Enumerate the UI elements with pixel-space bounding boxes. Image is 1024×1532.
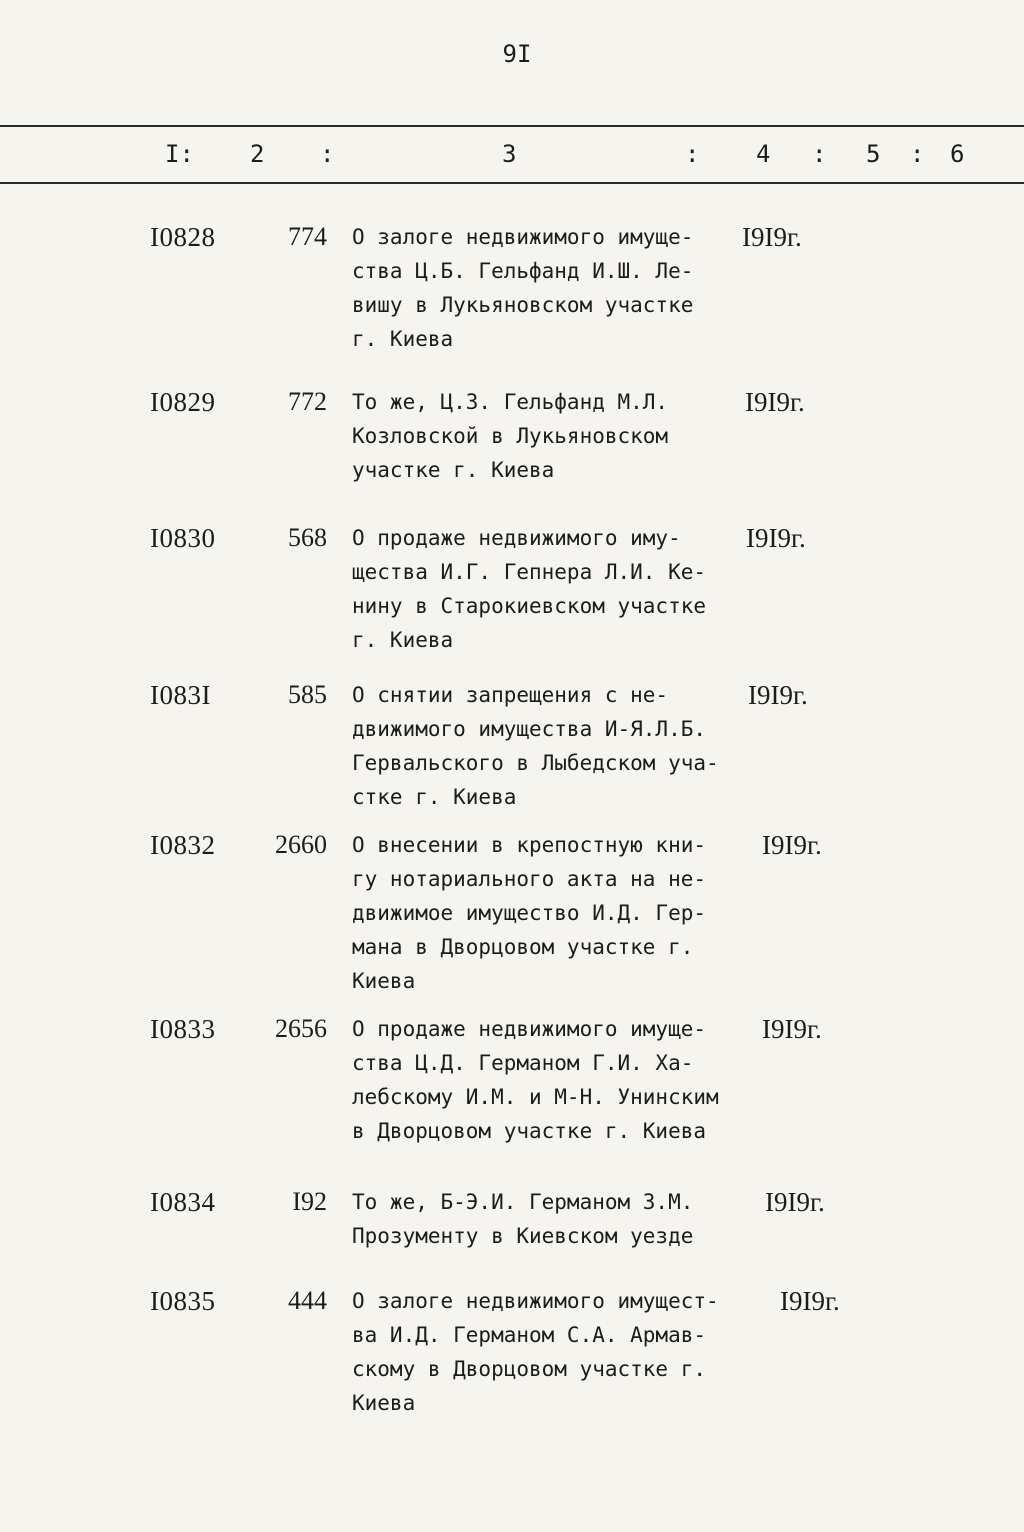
column-separator: :	[685, 140, 700, 168]
record-number: I0833	[150, 1014, 216, 1044]
description-line: нину в Старокиевском участке	[352, 594, 707, 618]
column-header-1: I:	[165, 140, 194, 168]
record-year: I9I9г.	[748, 680, 808, 710]
record-code: 444	[288, 1286, 327, 1315]
description-line: О продаже недвижимого иму-	[352, 526, 681, 550]
record-description	[352, 828, 706, 998]
record-number: I0832	[150, 830, 216, 860]
description-line: То же, Ц.З. Гельфанд М.Л.	[352, 390, 669, 414]
column-header-6: 6	[950, 140, 965, 168]
header-bottom-rule	[0, 182, 1024, 184]
record-description	[352, 521, 706, 657]
record-description	[352, 385, 668, 487]
record-code: 774	[288, 222, 327, 251]
description-line: мана в Дворцовом участке г.	[352, 935, 694, 959]
description-line: вишу в Лукьяновском участке	[352, 293, 694, 317]
column-header-3: 3	[502, 140, 517, 168]
record-number: I083I	[150, 680, 211, 710]
record-year: I9I9г.	[762, 830, 822, 860]
description-line: Прозументу в Киевском уезде	[352, 1224, 694, 1248]
record-code: 568	[288, 523, 327, 552]
record-description	[352, 1284, 719, 1420]
column-separator: :	[812, 140, 827, 168]
column-header-2: 2	[250, 140, 265, 168]
record-number: I0835	[150, 1286, 216, 1316]
description-line: г. Киева	[352, 628, 454, 652]
description-line: О залоге недвижимого имущест-	[352, 1289, 719, 1313]
page-number: 9I	[502, 40, 532, 68]
description-line: Козловской в Лукьяновском	[352, 424, 669, 448]
record-number: I0829	[150, 387, 216, 417]
record-code: 2656	[275, 1014, 327, 1043]
record-year: I9I9г.	[765, 1187, 825, 1217]
record-description	[352, 1012, 719, 1148]
record-year: I9I9г.	[745, 387, 805, 417]
description-line: движимого имущества И-Я.Л.Б.	[352, 717, 707, 741]
record-code: 585	[288, 680, 327, 709]
column-separator: :	[910, 140, 925, 168]
record-description	[352, 1185, 693, 1253]
record-code: I92	[292, 1187, 327, 1216]
record-year: I9I9г.	[780, 1286, 840, 1316]
description-line: Киева	[352, 1391, 416, 1415]
description-line: г. Киева	[352, 327, 454, 351]
description-line: ства Ц.Б. Гельфанд И.Ш. Ле-	[352, 259, 694, 283]
description-line: щества И.Г. Гепнера Л.И. Ке-	[352, 560, 707, 584]
header-top-rule	[0, 125, 1024, 127]
description-line: О залоге недвижимого имуще-	[352, 225, 694, 249]
description-line: О снятии запрещения с не-	[352, 683, 669, 707]
description-line: стке г. Киева	[352, 785, 517, 809]
record-number: I0830	[150, 523, 216, 553]
record-year: I9I9г.	[746, 523, 806, 553]
description-line: скому в Дворцовом участке г.	[352, 1357, 707, 1381]
description-line: участке г. Киева	[352, 458, 555, 482]
record-code: 772	[288, 387, 327, 416]
record-year: I9I9г.	[742, 222, 802, 252]
description-line: ства Ц.Д. Германом Г.И. Ха-	[352, 1051, 694, 1075]
description-line: движимое имущество И.Д. Гер-	[352, 901, 707, 925]
description-line: ва И.Д. Германом С.А. Армав-	[352, 1323, 707, 1347]
column-separator: :	[320, 140, 335, 168]
record-number: I0828	[150, 222, 216, 252]
column-header-5: 5	[866, 140, 881, 168]
record-code: 2660	[275, 830, 327, 859]
description-line: в Дворцовом участке г. Киева	[352, 1119, 707, 1143]
record-number: I0834	[150, 1187, 216, 1217]
record-year: I9I9г.	[762, 1014, 822, 1044]
description-line: лебскому И.М. и М-Н. Унинским	[352, 1085, 719, 1109]
description-line: О продаже недвижимого имуще-	[352, 1017, 707, 1041]
column-header-4: 4	[756, 140, 771, 168]
record-description	[352, 220, 693, 356]
description-line: О внесении в крепостную кни-	[352, 833, 707, 857]
description-line: Киева	[352, 969, 416, 993]
description-line: То же, Б-Э.И. Германом З.М.	[352, 1190, 694, 1214]
description-line: гу нотариального акта на не-	[352, 867, 707, 891]
description-line: Гервальского в Лыбедском уча-	[352, 751, 719, 775]
record-description	[352, 678, 719, 814]
